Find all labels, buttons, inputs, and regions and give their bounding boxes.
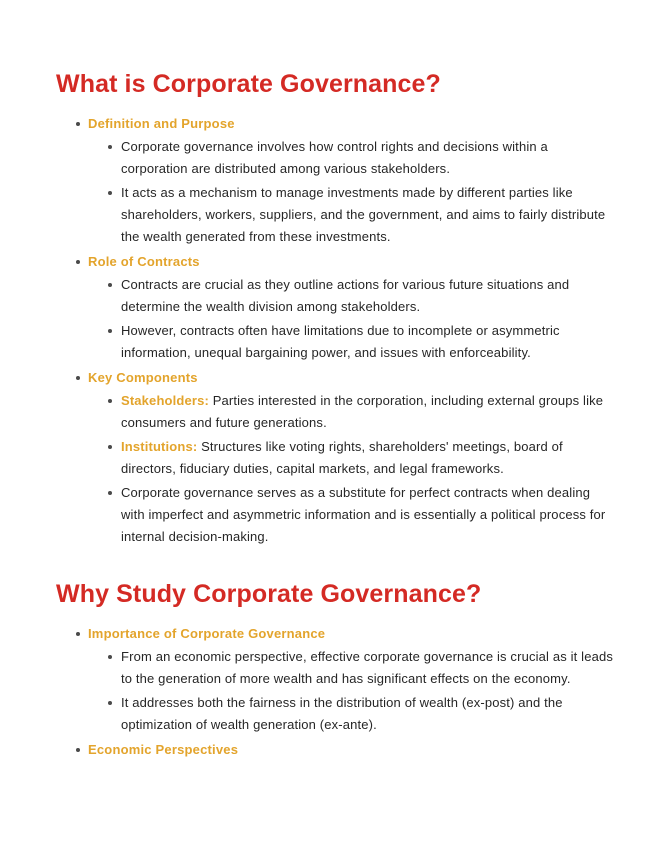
point-text: Contracts are crucial as they outline actions for various future situations and determine the wealth division among stakeholders. — [121, 277, 570, 314]
point-lead: Institutions: — [121, 439, 198, 454]
section-what-is-corporate-governance — [56, 68, 616, 551]
point-text: Corporate governance involves how control rights and decisions within a corporation are distributed among various stakeholders. — [121, 139, 548, 176]
topic-item — [56, 623, 616, 736]
list-item — [88, 482, 616, 548]
point-text: It acts as a mechanism to manage investments made by different parties like shareholders, workers, suppliers, and the government, and aims to fairly distribute the wealth generated from these investments. — [121, 185, 606, 244]
topic-item — [56, 251, 616, 364]
point-text: Structures like voting rights, shareholders' meetings, board of directors, fiduciary duties, capital markets, and legal frameworks. — [121, 439, 563, 476]
point-lead: Stakeholders: — [121, 393, 209, 408]
section-heading: What is Corporate Governance? — [56, 70, 441, 98]
list-item — [88, 436, 616, 480]
topic-item — [56, 113, 616, 248]
point-text: Corporate governance serves as a substitute for perfect contracts when dealing with imperfect and asymmetric information and is essentially a political process for internal decision-making. — [121, 485, 606, 544]
topic-heading: Importance of Corporate Governance — [88, 626, 326, 641]
point-list — [88, 390, 616, 548]
point-list — [88, 274, 616, 364]
point-text: From an economic perspective, effective corporate governance is crucial as it leads to the generation of more wealth and has significant effects on the economy. — [121, 649, 613, 686]
list-item — [88, 320, 616, 364]
topic-heading: Role of Contracts — [88, 254, 200, 269]
point-text: However, contracts often have limitations due to incomplete or asymmetric information, unequal bargaining power, and issues with enforceability. — [121, 323, 560, 360]
list-item — [88, 274, 616, 318]
topic-heading: Definition and Purpose — [88, 116, 235, 131]
topic-item — [56, 367, 616, 548]
list-item — [88, 182, 616, 248]
point-list — [88, 646, 616, 736]
topic-heading: Key Components — [88, 370, 198, 385]
list-item — [88, 136, 616, 180]
point-text: It addresses both the fairness in the distribution of wealth (ex-post) and the optimization of wealth generation (ex-ante). — [121, 695, 563, 732]
point-list — [88, 136, 616, 248]
topic-list — [56, 623, 616, 761]
point-text: Parties interested in the corporation, including external groups like consumers and future generations. — [121, 393, 604, 430]
section-heading: Why Study Corporate Governance? — [56, 580, 482, 608]
list-item — [88, 390, 616, 434]
list-item — [88, 692, 616, 736]
topic-heading: Economic Perspectives — [88, 742, 239, 757]
topic-list — [56, 113, 616, 548]
section-why-study-corporate-governance — [56, 578, 616, 764]
list-item — [88, 646, 616, 690]
topic-item — [56, 739, 616, 761]
